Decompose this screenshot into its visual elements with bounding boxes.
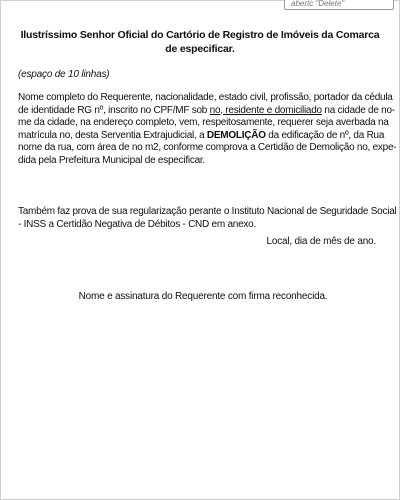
document-title (20, 28, 380, 56)
spacing-note: (espaço de 10 linhas) (18, 69, 110, 80)
paragraph-line: - INSS a Certidão Negativa de Débitos - CND em anexo. (18, 218, 256, 230)
text-run: da edificação de nº, da Rua (265, 129, 385, 141)
paragraph-line: Também faz prova de sua regularização perante o Instituto Nacional de Seguridade Social (18, 206, 397, 217)
text-run: na cidade de no- (321, 104, 395, 116)
text-run: matrícula no, desta Serventia Extrajudicial, a (18, 129, 207, 141)
paragraph-line: nome da rua, com área de no m2, conforme comprova a Certidão de Demolição no, expe- (18, 142, 397, 154)
search-input[interactable] (284, 0, 394, 10)
bold-text: DEMOLIÇÃO (206, 129, 266, 141)
signature-line: Nome e assinatura do Requerente com firma reconhecida. (78, 291, 328, 302)
title-line-1: Ilustríssimo Senhor Oficial do Cartório de Registro de Imóveis da Comarca (20, 29, 380, 41)
title-line-2: de especificar. (165, 43, 235, 55)
paragraph-line (18, 105, 396, 118)
paragraph-line: Nome completo do Requerente, nacionalidade, estado civil, profissão, portador da cédula (18, 92, 393, 103)
proof-paragraph (18, 206, 397, 231)
local-date: Local, dia de mês de ano. (266, 236, 376, 247)
paragraph-line: me da cidade, na endereço completo, vem, respeitosamente, requerer seja averbada na (18, 117, 389, 129)
paragraph-line: dida pela Prefeitura Municipal de especificar. (18, 154, 205, 166)
underlined-text: no, residente e domiciliado (209, 104, 322, 116)
text-run: de identidade RG nº, inscrito no CPF/MF sob (18, 104, 210, 116)
request-paragraph (18, 92, 396, 168)
paragraph-line (18, 130, 396, 143)
